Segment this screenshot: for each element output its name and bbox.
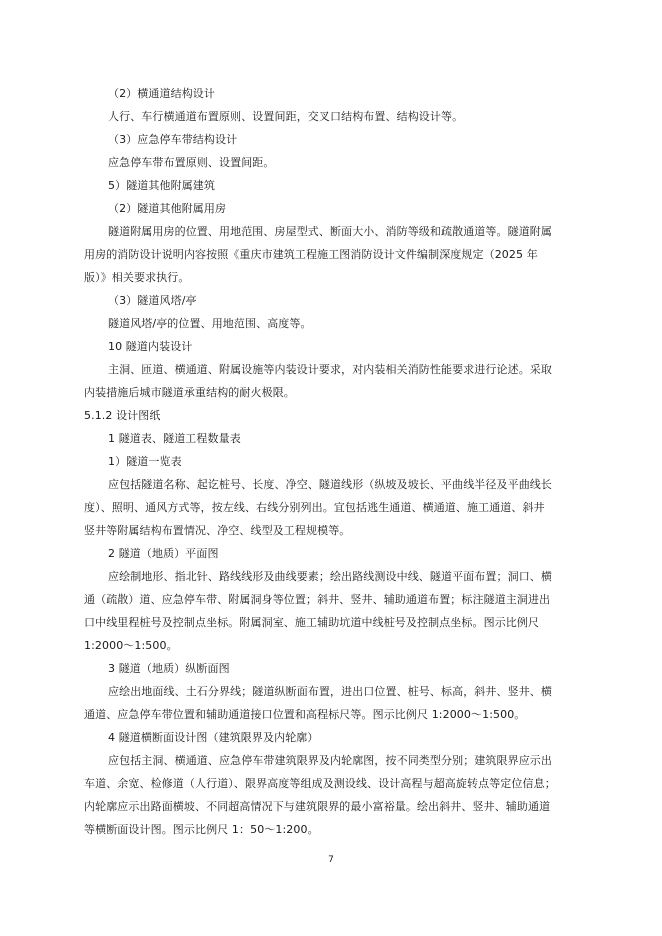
subheading: （2）隧道其他附属用房	[108, 202, 227, 215]
body-text: 应绘出地面线、土石分界线；隧道纵断面布置，进出口位置、桩号、标高，斜井、竖井、横	[108, 685, 552, 698]
subheading: （2）横通道结构设计	[108, 87, 215, 100]
body-text: 竖井等附属结构布置情况、净空、线型及工程规模等。	[84, 524, 351, 537]
subheading: 1）隧道一览表	[108, 455, 182, 468]
subheading: 10 隧道内装设计	[108, 340, 193, 353]
body-text: 1:2000～1:500。	[84, 639, 178, 652]
body-text: 车道、余宽、检修道（人行道）、限界高度等组成及测设线、设计高程与超高旋转点等定位信息；	[84, 777, 556, 790]
body-text: 应急停车带布置原则、设置间距。	[108, 156, 275, 169]
body-text: 通道、应急停车带位置和辅助通道接口位置和高程标尺等。图示比例尺 1:2000～1:500。	[84, 708, 526, 721]
body-text: 等横断面设计图。图示比例尺 1：50～1:200。	[84, 823, 319, 836]
subheading: 4 隧道横断面设计图（建筑限界及内轮廓）	[108, 731, 319, 744]
body-text: 版）》相关要求执行。	[84, 271, 190, 284]
body-text: 人行、车行横通道布置原则、设置间距，交叉口结构布置、结构设计等。	[108, 110, 464, 123]
body-text: 内装措施后城市隧道承重结构的耐火极限。	[84, 386, 295, 399]
subheading: 1 隧道表、隧道工程数量表	[108, 432, 241, 445]
body-text: 应包括主洞、横通道、应急停车带建筑限界及内轮廓图，按不同类型分别；建筑限界应示出	[108, 754, 552, 767]
body-text: 隧道附属用房的位置、用地范围、房屋型式、断面大小、消防等级和疏散通道等。隧道附属	[108, 225, 552, 238]
subheading: （3）隧道风塔/亭	[108, 294, 197, 307]
body-text: 口中线里程桩号及控制点坐标。附属洞室、施工辅助坑道中线桩号及控制点坐标。图示比例尺	[84, 616, 540, 629]
body-text: 内轮廓应示出路面横坡、不同超高情况下与建筑限界的最小富裕量。绘出斜井、竖井、辅助通道	[84, 800, 551, 813]
page-number: 7	[328, 855, 334, 865]
body-text: 隧道风塔/亭的位置、用地范围、高度等。	[108, 317, 312, 330]
body-text: 用房的消防设计说明内容按照《重庆市建筑工程施工图消防设计文件编制深度规定（2025 年	[84, 248, 538, 261]
subheading: 2 隧道（地质）平面图	[108, 547, 219, 560]
body-text: 通（疏散）道、应急停车带、附属洞身等位置；斜井、竖井、辅助通道布置；标注隧道主洞进出	[84, 593, 551, 606]
subheading: （3）应急停车带结构设计	[108, 133, 238, 146]
section-heading: 5.1.2 设计图纸	[84, 409, 161, 422]
subheading: 5）隧道其他附属建筑	[108, 179, 215, 192]
subheading: 3 隧道（地质）纵断面图	[108, 662, 230, 675]
body-text: 应绘制地形、指北针、路线线形及曲线要素；绘出路线测设中线、隧道平面布置；洞口、横	[108, 570, 552, 583]
body-text: 应包括隧道名称、起讫桩号、长度、净空、隧道线形（纵坡及坡长、平曲线半径及平曲线长	[108, 478, 552, 491]
body-text: 度）、照明、通风方式等，按左线、右线分别列出。宜包括逃生通道、横通道、施工通道、斜井	[84, 501, 545, 514]
body-text: 主洞、匝道、横通道、附属设施等内装设计要求，对内装相关消防性能要求进行论述。采取	[108, 363, 552, 376]
